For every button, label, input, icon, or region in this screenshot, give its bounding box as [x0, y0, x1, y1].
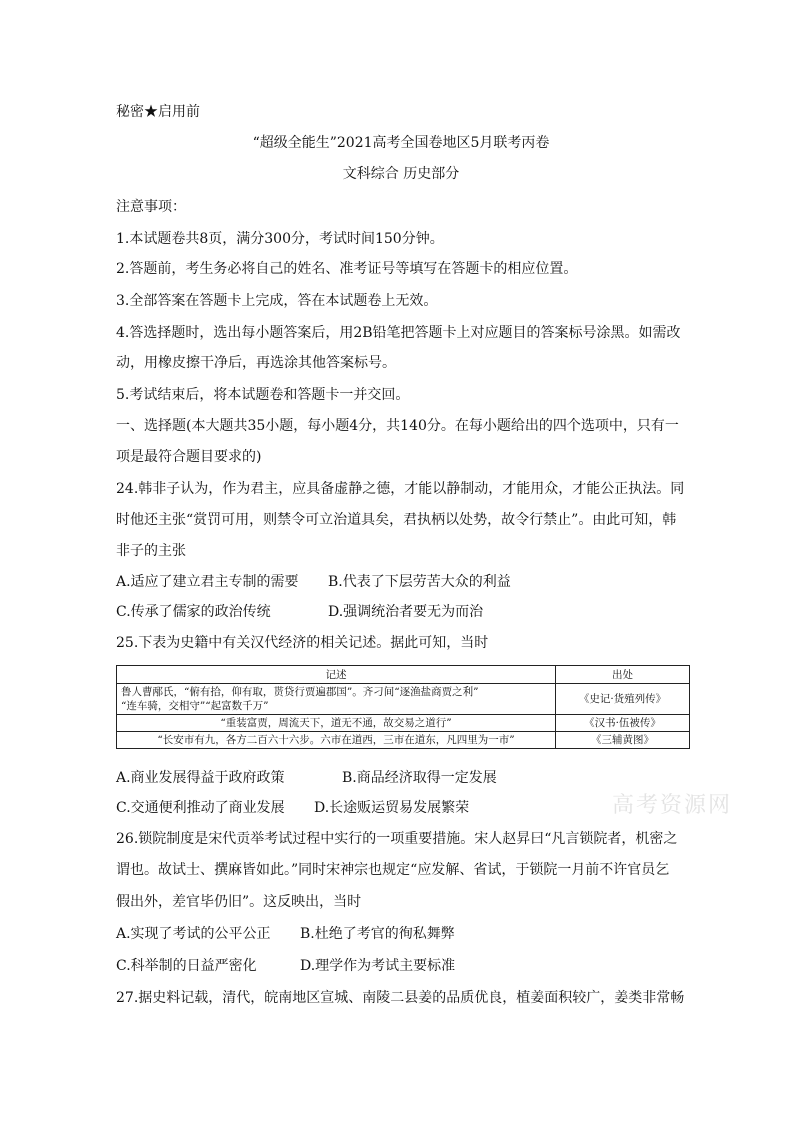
notice-heading: 注意事项：: [116, 199, 186, 215]
exam-subtitle: 文科综合 历史部分: [342, 166, 460, 182]
column-header-text: 记述: [117, 666, 556, 684]
q27-stem: 27.据史料记载，清代，皖南地区宣城、南陵二县姜的品质优良，植姜面积较广，姜类非常畅: [116, 990, 685, 1006]
q24-option-c: C.传承了儒家的政治传统: [116, 604, 271, 620]
notice-item: 2.答题前，考生务必将自己的姓名、准考证号等填写在答题卡的相应位置。: [116, 261, 578, 277]
q24-option-a: A.适应了建立君主专制的需要: [116, 574, 299, 590]
notice-item: 5.考试结束后，将本试题卷和答题卡一并交回。: [116, 387, 410, 403]
q24-stem: 时他还主张“赏罚可用，则禁令可立治道具矣，君执柄以处势，故令行禁止”。由此可知，韩: [116, 512, 677, 528]
table-row: [117, 732, 690, 749]
table-cell-text: “长安市有九，各方二百六十六步。六市在道西，三市在道东，凡四里为一市”: [117, 732, 556, 749]
table-cell-source: 《三辅黄图》: [556, 732, 690, 749]
table-header-row: [117, 666, 690, 684]
q24-option-b: B.代表了下层劳苦大众的利益: [328, 574, 511, 590]
table-cell-source: 《汉书·伍被传》: [556, 715, 690, 732]
exam-title: “超级全能生”2021高考全国卷地区5月联考丙卷: [252, 135, 550, 151]
cell-text-line: 鲁人曹邴氏，“俯有拾，仰有取，贳贷行贾遍郡国”。齐刁间“逐渔盐商贾之利”: [121, 686, 479, 698]
q26-stem: 谓也。故试士、撰麻皆如此。”同时宋神宗也规定“应发解、省试，于锁院一月前不许官员乞: [116, 862, 670, 878]
q24-option-d: D.强调统治者要无为而治: [328, 604, 484, 620]
q26-option-a: A.实现了考试的公平公正: [116, 926, 271, 942]
q26-option-c: C.科举制的日益严密化: [116, 958, 257, 974]
q26-stem: 假出外，差官毕仍旧”。这反映出，当时: [116, 894, 362, 910]
q25-option-c: C.交通便利推动了商业发展: [116, 800, 285, 816]
notice-item: 动，用橡皮擦干净后，再选涂其他答案标号。: [116, 355, 396, 371]
notice-item: 1.本试题卷共8页，满分300分，考试时间150分钟。: [116, 231, 444, 247]
table-cell-source: 《史记·货殖列传》: [556, 684, 690, 715]
q26-option-b: B.杜绝了考官的徇私舞弊: [300, 926, 455, 942]
notice-item: 3.全部答案在答题卡上完成，答在本试题卷上无效。: [116, 293, 438, 309]
watermark: 高考资源网: [612, 793, 733, 818]
notice-item: 4.答选择题时，选出每小题答案后，用2B铅笔把答题卡上对应题目的答案标号涂黑。如需改: [116, 325, 681, 341]
column-header-source: 出处: [556, 666, 690, 684]
q26-stem: 26.锁院制度是宋代贡举考试过程中实行的一项重要措施。宋人赵昇曰“凡言锁院者，机密之: [116, 831, 678, 847]
q24-stem: 24.韩非子认为，作为君主，应具备虚静之德，才能以静制动，才能用众，才能公正执法。同: [116, 481, 685, 497]
q25-option-d: D.长途贩运贸易发展繁荣: [314, 800, 470, 816]
table-cell-text: [117, 684, 556, 715]
q25-source-table: [116, 665, 690, 749]
q25-option-a: A.商业发展得益于政府政策: [116, 770, 285, 786]
q26-option-d: D.理学作为考试主要标准: [300, 958, 456, 974]
q25-stem: 25.下表为史籍中有关汉代经济的相关记述。据此可知，当时: [116, 635, 489, 651]
q25-option-b: B.商品经济取得一定发展: [342, 770, 497, 786]
table-row: [117, 715, 690, 732]
table-cell-text: “重装富贾，周流天下，道无不通，故交易之道行”: [117, 715, 556, 732]
section-instructions: 一、选择题(本大题共35小题，每小题4分，共140分。在每小题给出的四个选项中，只有一: [116, 418, 679, 434]
q24-stem: 非子的主张: [116, 543, 186, 559]
section-instructions-cont: 项是最符合题目要求的): [116, 449, 262, 465]
cell-text-line: “连车骑，交相守”“起富数千万”: [121, 700, 269, 712]
secret-label: 秘密★启用前: [116, 104, 200, 120]
table-row: [117, 684, 690, 715]
